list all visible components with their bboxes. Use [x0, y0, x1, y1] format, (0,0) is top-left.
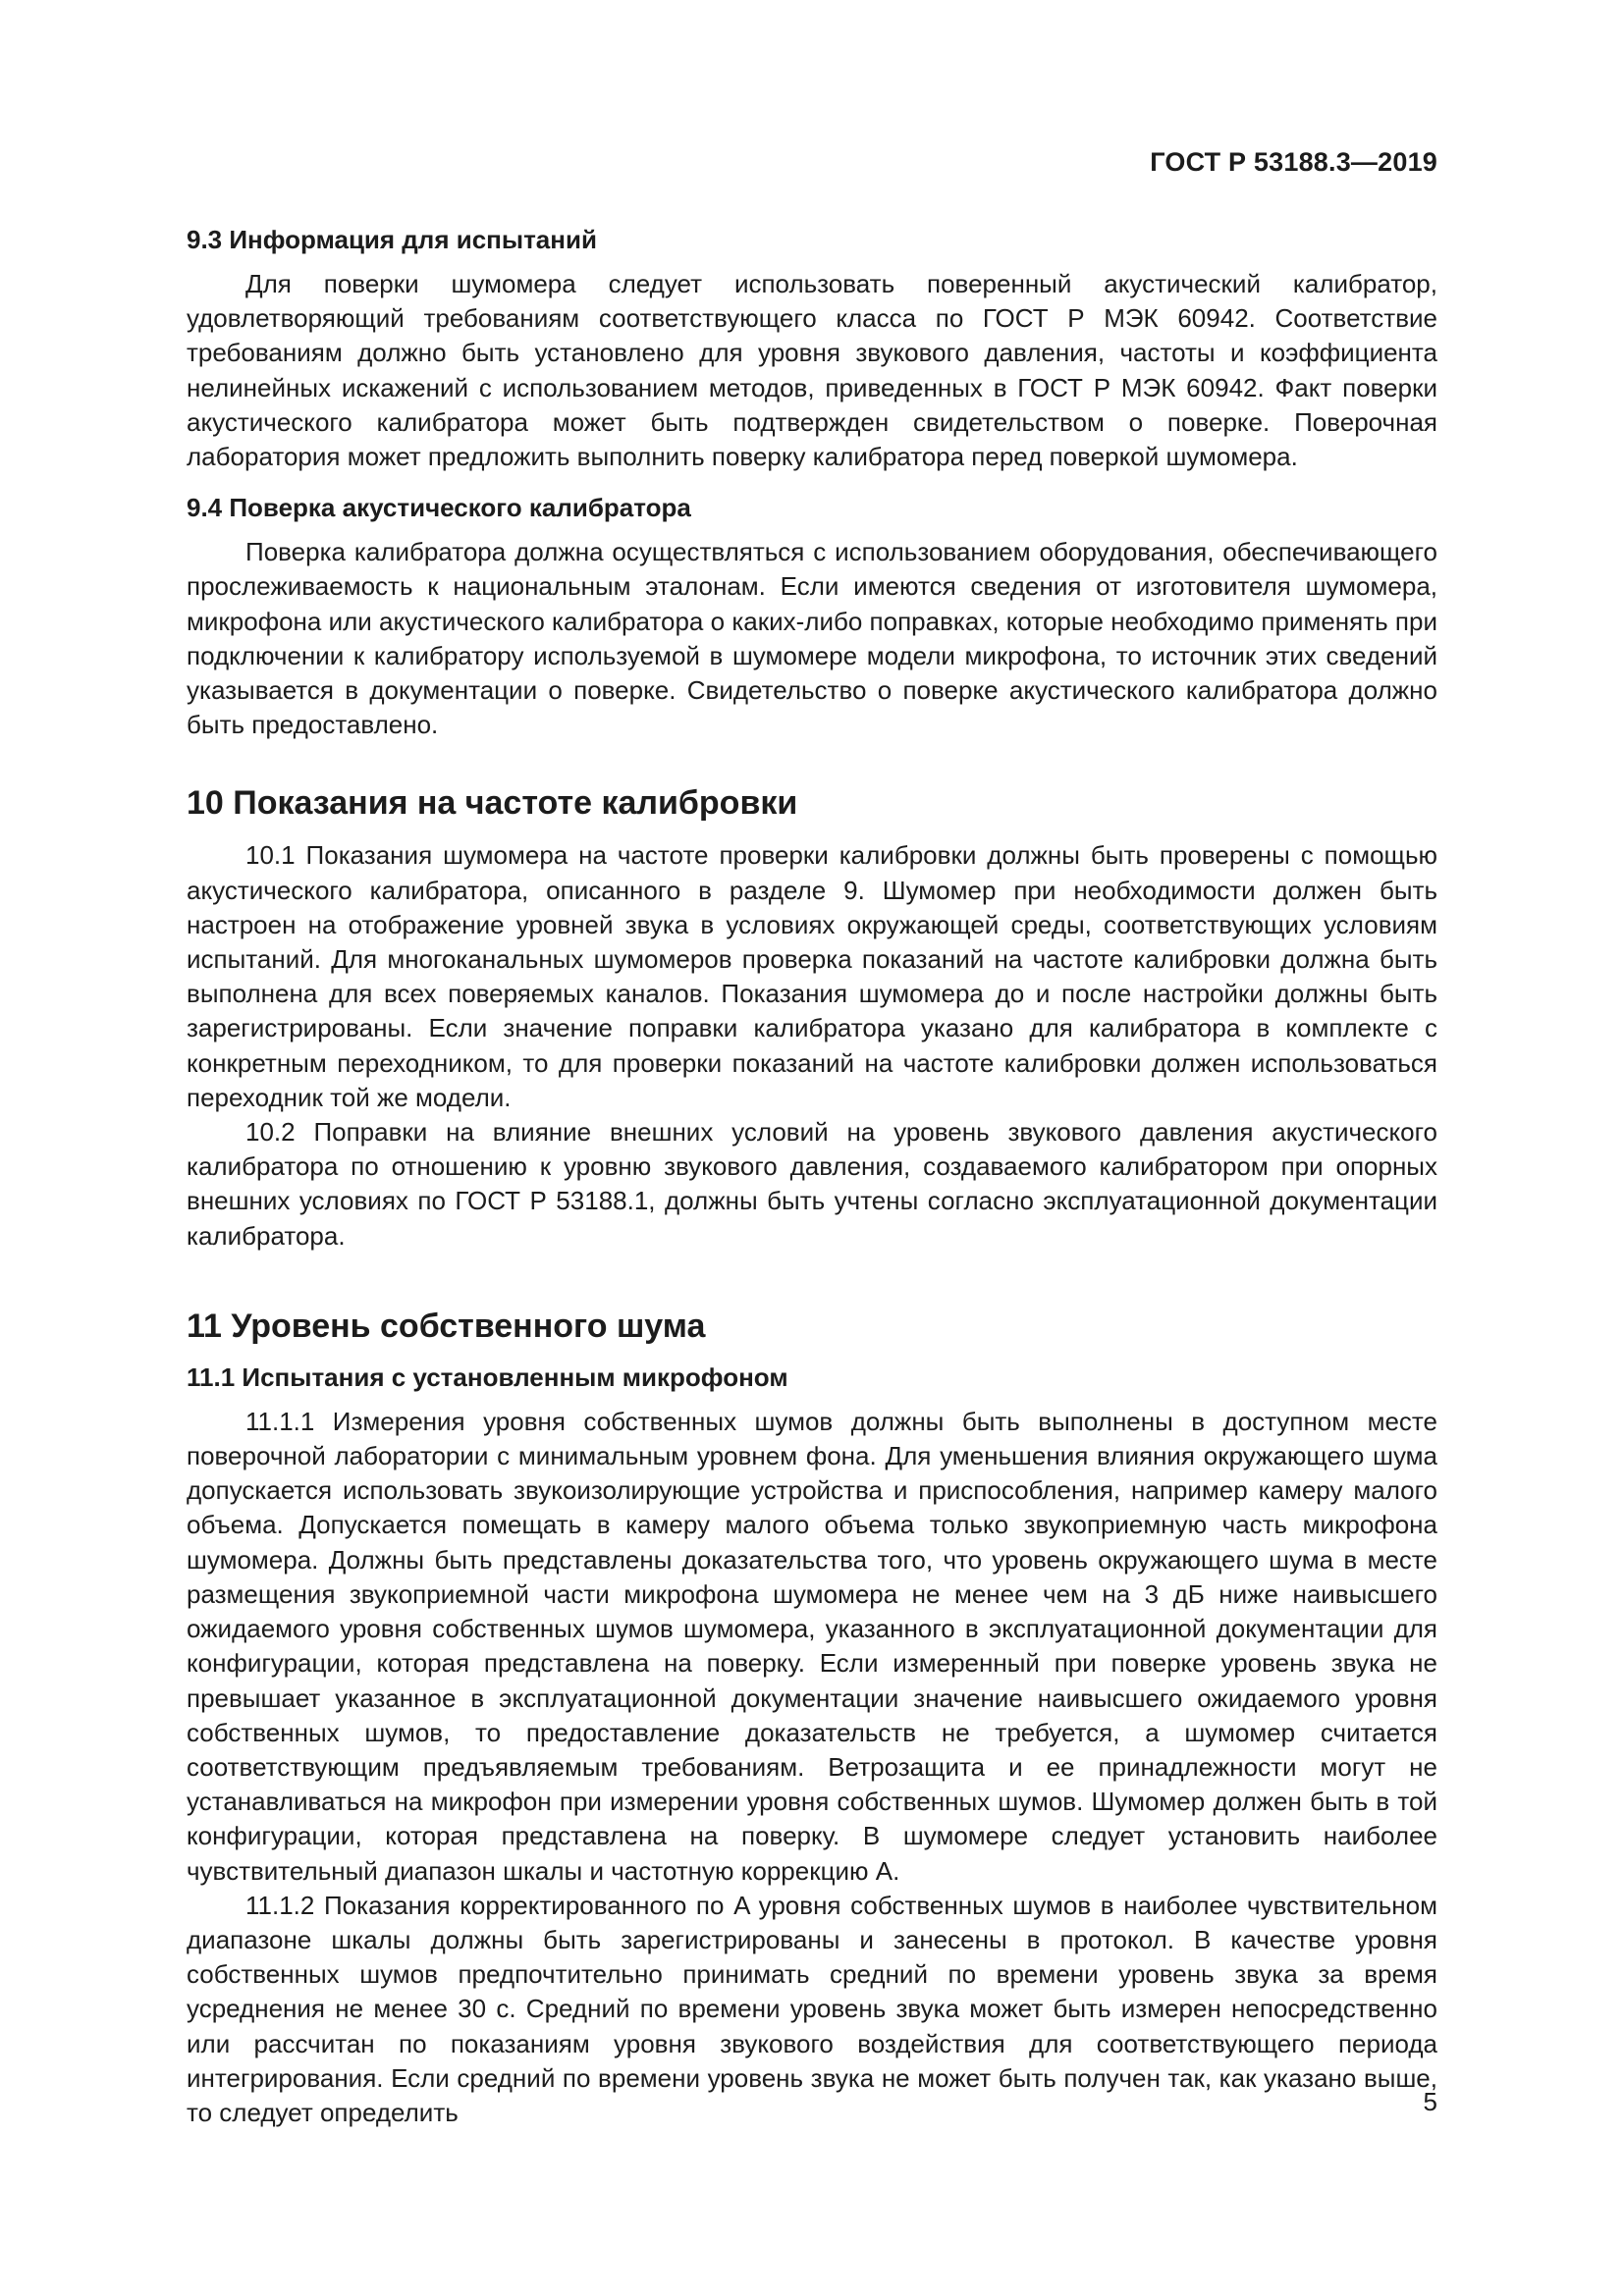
page-number: 5: [1423, 2087, 1437, 2116]
paragraph-11-1-2: 11.1.2 Показания корректированного по A уровня собственных шумов в наиболее чувствительном диапазоне шкалы должны быть зарегистрированы и занесены в протокол. В качестве уровня собственных шумов предпочтительно принимать средний по времени уровень звука за время усреднения не менее 30 с. Средний по времени уровень звука может быть измерен непосредственно или рассчитан по показаниям уровня звукового воздействия для соответствующего периода интегрирования. Если средний по времени уровень звука не может быть получен так, как указано выше, то следует определить: [187, 1890, 1437, 2127]
heading-10: 10 Показания на частоте калибровки: [187, 784, 798, 823]
heading-11: 11 Уровень собственного шума: [187, 1307, 706, 1345]
heading-11-1: 11.1 Испытания с установленным микрофоном: [187, 1362, 788, 1392]
heading-9-3: 9.3 Информация для испытаний: [187, 225, 597, 254]
document-id: ГОСТ Р 53188.3—2019: [1150, 147, 1437, 177]
section-9-4: [187, 490, 1437, 742]
paragraph-11-1-1: 11.1.1 Измерения уровня собственных шумов должны быть выполнены в доступном месте поверочной лаборатории с минимальным уровнем фона. Для уменьшения влияния окружающего шума допускается использовать звукоизолирующие устройства и приспособления, например камеру малого объема. Допускается помещать в камеру малого объема только звукоприемную часть микрофона шумомера. Должны быть представлены доказательства того, что уровень окружающего шума в месте размещения звукоприемной части микрофона шумомера не менее чем на 3 дБ ниже наивысшего ожидаемого уровня собственных шумов шумомера, указанного в эксплуатационной документации для конфигурации, которая представлена на поверку. Если измеренный при поверке уровень звука не превышает указанное в эксплуатационной документации значение наивысшего ожидаемого уровня собственных шумов, то предоставление доказательств не требуется, а шумомер считается соответствующим предъявляемым требованиям. Ветрозащита и ее принадлежности могут не устанавливаться на микрофон при измерении уровня собственных шумов. Шумомер должен быть в той конфигурации, которая представлена на поверку. В шумомере следует установить наиболее чувствительный диапазон шкалы и частотную коррекцию A.: [187, 1406, 1437, 1886]
section-11: [187, 1305, 1437, 2130]
heading-9-4: 9.4 Поверка акустического калибратора: [187, 493, 691, 523]
paragraph-10-1: 10.1 Показания шумомера на частоте проверки калибровки должны быть проверены с помощью акустического калибратора, описанного в разделе 9. Шумомер при необходимости должен быть настроен на отображение уровней звука в условиях окружающей среды, соответствующих условиям испытаний. Для многоканальных шумомеров проверка показаний на частоте калибровки должна быть выполнена для всех поверяемых каналов. Показания шумомера до и после настройки должны быть зарегистрированы. Если значение поправки калибратора указано для калибратора в комплекте с конкретным переходником, то для проверки показаний на частоте калибровки должен использоваться переходник той же модели.: [187, 840, 1437, 1112]
paragraph-9-4: Поверка калибратора должна осуществляться с использованием оборудования, обеспечивающего прослеживаемость к национальным эталонам. Если имеются сведения от изготовителя шумомера, микрофона или акустического калибратора о каких-либо поправках, которые необходимо применять при подключении к калибратору используемой в шумомере модели микрофона, то источник этих сведений указывается в документации о поверке. Свидетельство о поверке акустического калибратора должно быть предоставлено.: [187, 537, 1437, 740]
section-10: [187, 781, 1437, 1253]
paragraph-9-3: Для поверки шумомера следует использовать поверенный акустический калибратор, удовлетворяющий требованиям соответствующего класса по ГОСТ Р МЭК 60942. Соответствие требованиям должно быть установлено для уровня звукового давления, частоты и коэффициента нелинейных искажений с использованием методов, приведенных в ГОСТ Р МЭК 60942. Факт поверки акустического калибратора может быть подтвержден свидетельством о поверке. Поверочная лаборатория может предложить выполнить поверку калибратора перед поверкой шумомера.: [187, 269, 1437, 472]
page-content: [187, 222, 1437, 2130]
section-9-3: [187, 222, 1437, 474]
paragraph-10-2: 10.2 Поправки на влияние внешних условий на уровень звукового давления акустического калибратора по отношению к уровню звукового давления, создаваемого калибратором при опорных внешних условиях по ГОСТ Р 53188.1, должны быть учтены согласно эксплуатационной документации калибратора.: [187, 1117, 1437, 1251]
